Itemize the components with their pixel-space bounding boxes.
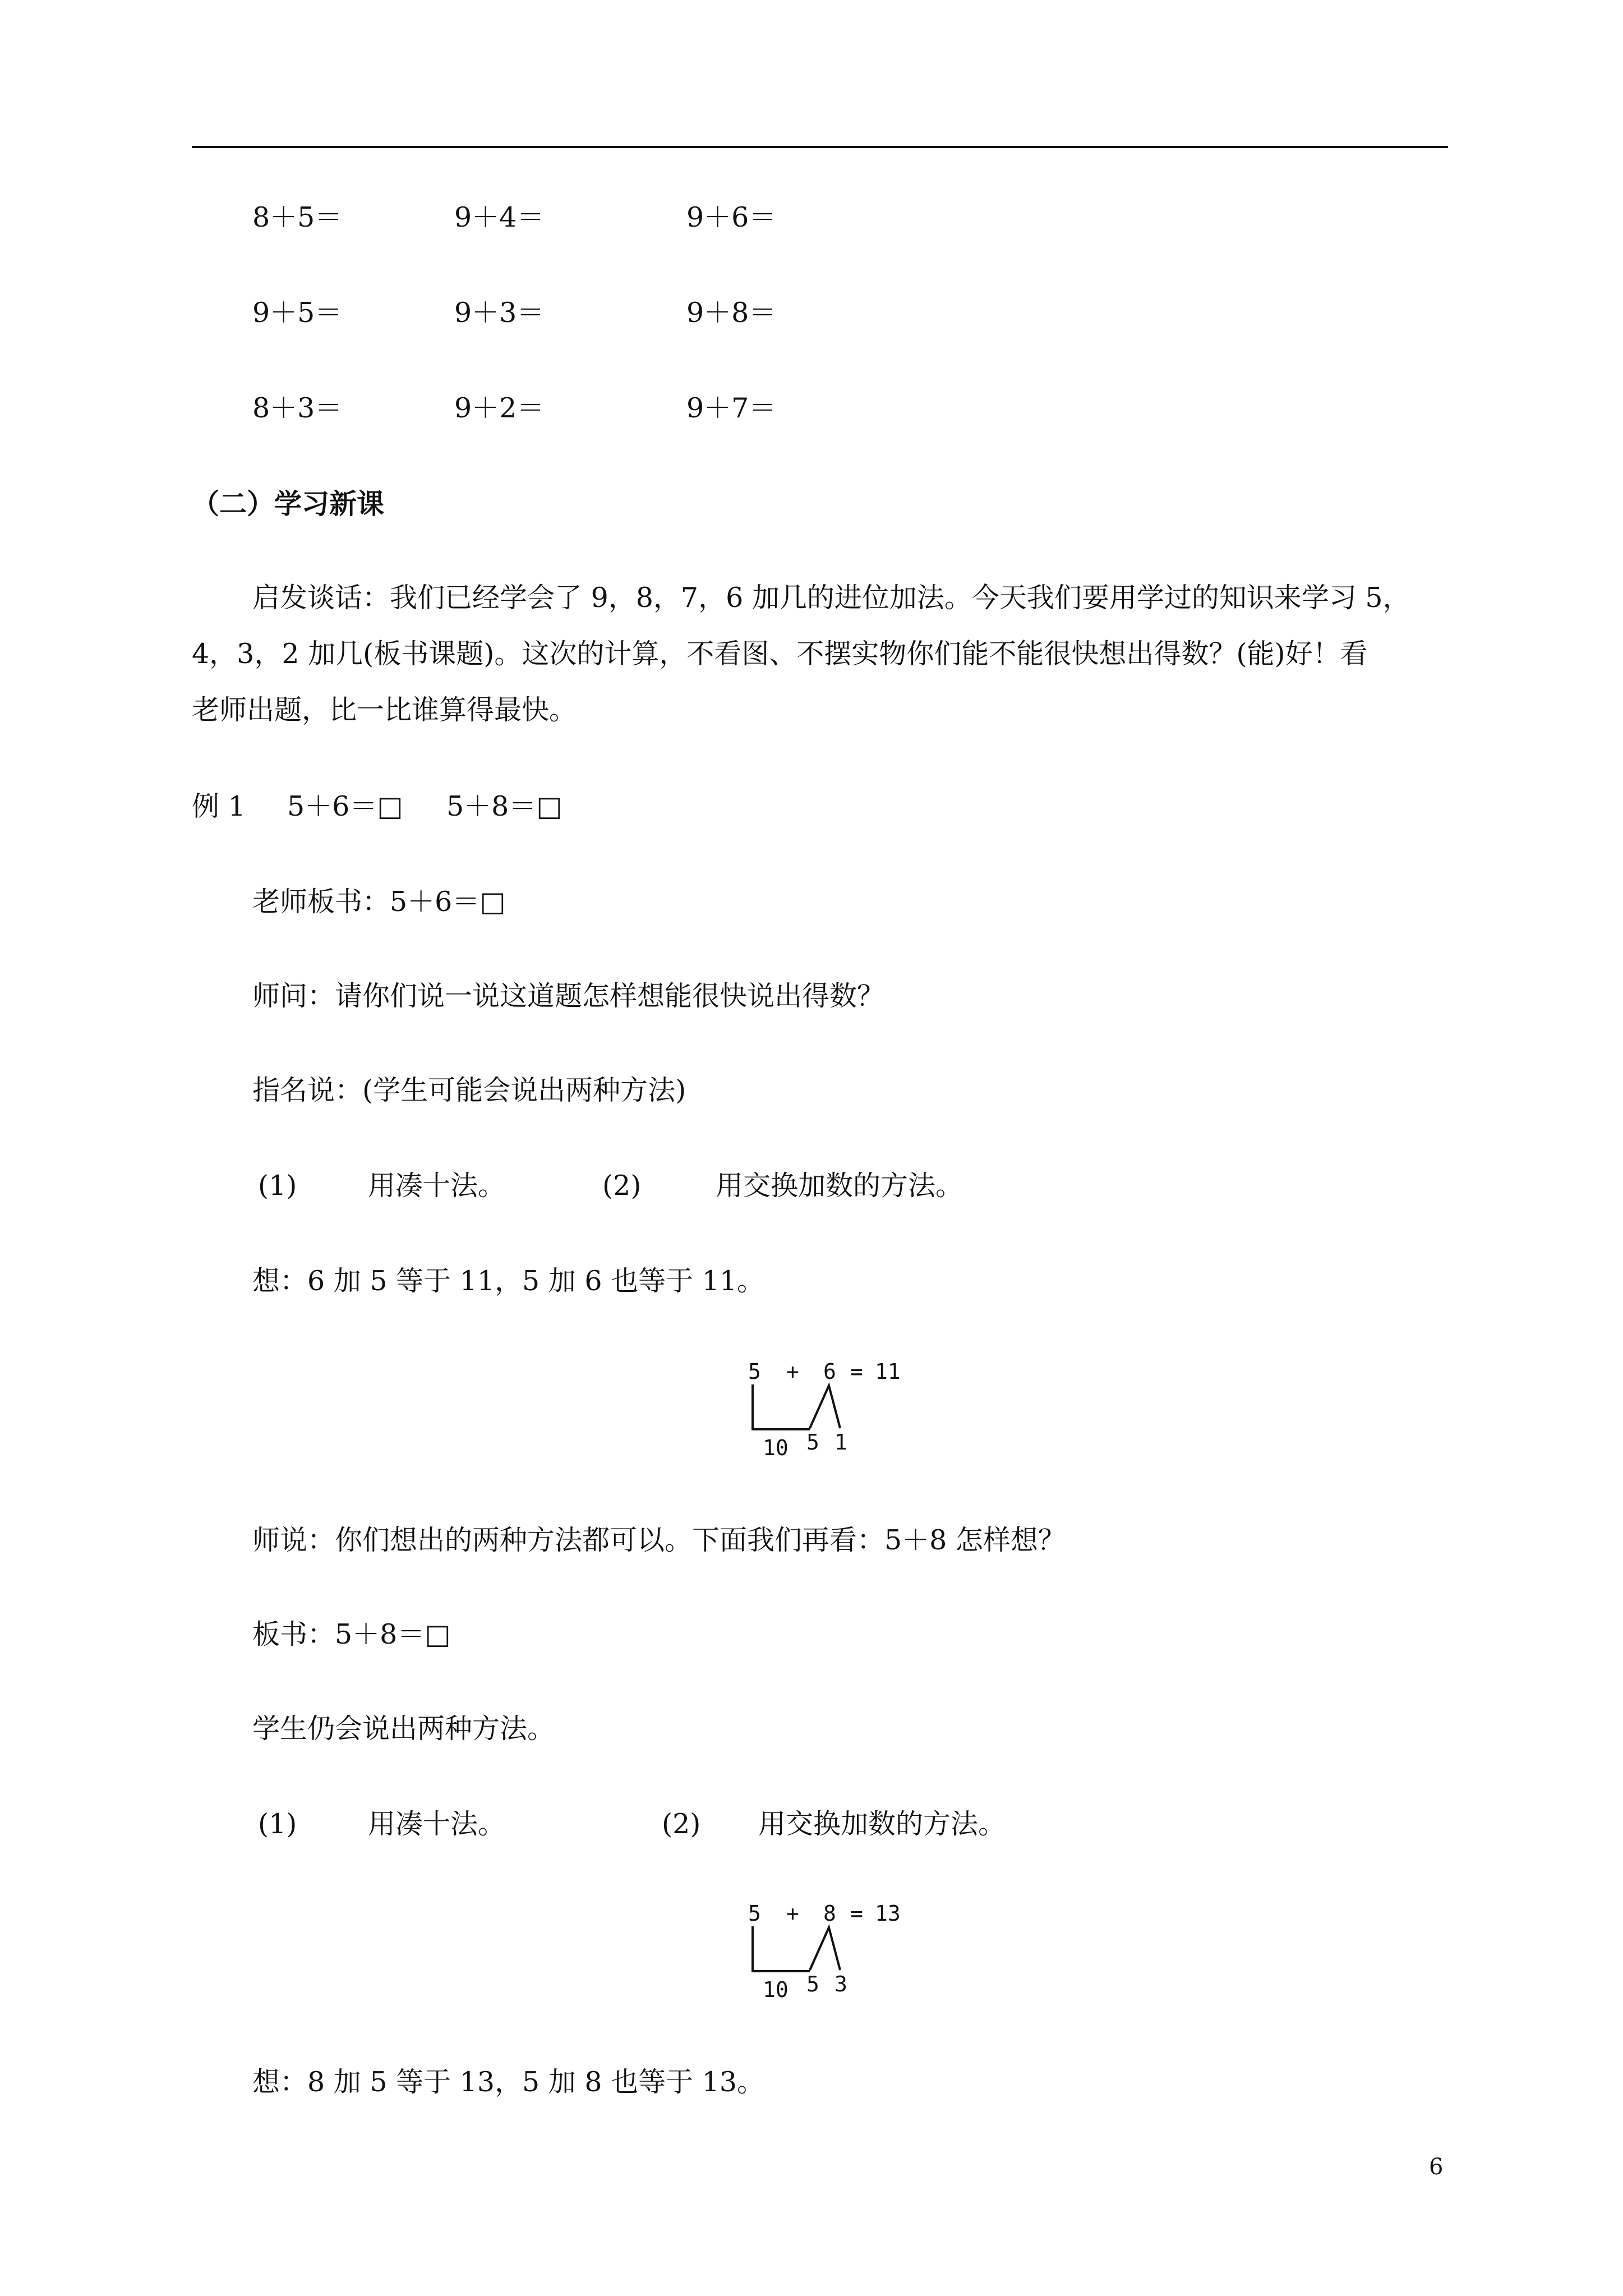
think-line-1: 想：6 加 5 等于 11，5 加 6 也等于 11。 (252, 1265, 765, 1297)
example-equation-2: 5＋8＝□ (446, 790, 562, 822)
make-ten-diagram-2 (740, 1898, 914, 2003)
students-line: 学生仍会说出两种方法。 (252, 1713, 555, 1745)
diagram-2-plus: + (786, 1901, 799, 1926)
diagram-2-ten-bracket (753, 1926, 810, 1971)
example-label: 例 1 (192, 790, 246, 822)
diagram-1-plus: + (786, 1359, 799, 1384)
method-1-number: (1) (258, 1170, 297, 1202)
make-ten-diagram-1 (740, 1356, 914, 1461)
diagram-2-equals: = (850, 1901, 863, 1926)
example-equation-1: 5＋6＝□ (287, 790, 403, 822)
diagram-1-equals: = (850, 1359, 863, 1384)
think-line-2: 想：8 加 5 等于 13，5 加 8 也等于 13。 (252, 2066, 765, 2098)
diagram-2-split-1: 5 (806, 1972, 819, 1996)
diagram-1-addend-a: 5 (748, 1359, 761, 1384)
exercise-3-3: 9＋7＝ (686, 392, 777, 424)
page-number: 6 (1429, 2154, 1444, 2180)
header-rule (192, 146, 1448, 148)
intro-line-3: 老师出题，比一比谁算得最快。 (192, 694, 577, 726)
intro-line-2: 4，3，2 加几(板书课题)。这次的计算，不看图、不摆实物你们能不能很快想出得数？(能)好！看 (192, 638, 1368, 670)
diagram-1-addend-b: 6 (823, 1359, 836, 1384)
diagram-2-addend-a: 5 (748, 1901, 761, 1926)
exercise-2-2: 9＋3＝ (454, 297, 545, 329)
diagram-1-split-2: 1 (834, 1430, 847, 1455)
diagram-1-ten: 10 (763, 1435, 789, 1460)
call-on-line: 指名说：(学生可能会说出两种方法) (252, 1074, 686, 1106)
diagram-1-sum: 11 (875, 1359, 901, 1384)
teacher-board-line: 老师板书：5＋6＝□ (252, 886, 506, 918)
diagram-2-split-lines (810, 1927, 840, 1970)
method-3-text: 用凑十法。 (368, 1808, 506, 1840)
exercise-2-3: 9＋8＝ (686, 297, 777, 329)
board-2-line: 板书：5＋8＝□ (252, 1618, 451, 1650)
exercise-3-2: 9＋2＝ (454, 392, 545, 424)
exercise-1-3: 9＋6＝ (686, 201, 777, 233)
exercise-3-1: 8＋3＝ (252, 392, 343, 424)
teacher-question-line: 师问：请你们说一说这道题怎样想能很快说出得数？ (252, 980, 885, 1012)
exercise-2-1: 9＋5＝ (252, 297, 343, 329)
teacher-says-line: 师说：你们想出的两种方法都可以。下面我们再看：5＋8 怎样想？ (252, 1524, 1066, 1556)
method-4-number: (2) (662, 1808, 701, 1840)
method-3-number: (1) (258, 1808, 297, 1840)
method-4-text: 用交换加数的方法。 (758, 1808, 1006, 1840)
method-2-number: (2) (602, 1170, 642, 1202)
diagram-2-split-2: 3 (834, 1972, 847, 1996)
method-1-text: 用凑十法。 (368, 1170, 506, 1202)
diagram-1-ten-bracket (753, 1384, 810, 1429)
exercise-1-2: 9＋4＝ (454, 201, 545, 233)
method-2-text: 用交换加数的方法。 (716, 1170, 963, 1202)
diagram-2-ten: 10 (763, 1977, 789, 2002)
intro-line-1: 启发谈话：我们已经学会了 9，8，7，6 加几的进位加法。今天我们要用学过的知识来学习 5， (252, 582, 1410, 614)
diagram-2-addend-b: 8 (823, 1901, 836, 1926)
diagram-2-sum: 13 (875, 1901, 901, 1926)
diagram-1-split-1: 5 (806, 1430, 819, 1455)
exercise-1-1: 8＋5＝ (252, 201, 343, 233)
diagram-1-split-lines (810, 1386, 840, 1428)
section-heading: （二）学习新课 (192, 487, 385, 520)
